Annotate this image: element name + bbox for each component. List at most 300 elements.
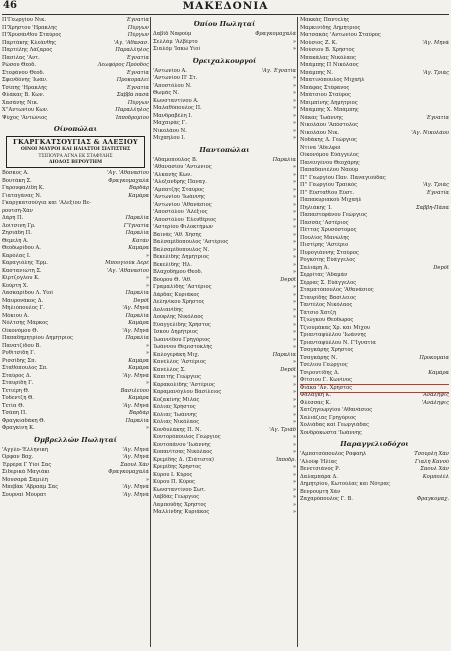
entry-name: Βεκελίδης Δημήτριος [153, 254, 209, 260]
directory-entry [300, 317, 449, 325]
directory-entry [2, 358, 149, 366]
entry-name: Σουρναί Μουρατ [2, 491, 47, 498]
entry-name: Μιχαηλου Ι. [153, 135, 186, 141]
entry-name: Βόσκος Α. [2, 170, 29, 176]
entry-location: » [292, 120, 296, 126]
directory-entry [153, 419, 296, 427]
entry-location: » [292, 254, 296, 260]
entry-location [447, 47, 449, 55]
directory-entry [300, 451, 449, 459]
entry-name: Κρεμίδης Χρήστος [153, 464, 202, 470]
entry-location [447, 122, 449, 130]
entry-name: Γκαργκατσούγια και 'Αλεξίου Βε- [2, 200, 91, 206]
entry-name: Παπαστεφάνου Γεώργιος [300, 212, 367, 218]
directory-entry [153, 164, 296, 172]
directory-entry [300, 481, 449, 489]
entry-location: Σαββή-Πάπα [416, 204, 449, 211]
entry-location: Έγνατία [126, 69, 149, 76]
entry-name: Μούσιος Ζ. Κ. [300, 39, 338, 46]
directory-entry [153, 284, 296, 292]
entry-location: Σαουλ Χάν [420, 466, 449, 472]
directory-entry [153, 113, 296, 121]
entry-location: » [145, 476, 149, 483]
directory-entry [300, 137, 449, 145]
page-number: 46 [3, 0, 17, 11]
directory-entry [153, 224, 296, 232]
directory-entry [2, 350, 149, 358]
directory-entry [2, 425, 149, 433]
directory-entry [2, 85, 149, 93]
directory-entry [300, 227, 449, 235]
entry-location: Βαρδάρ [128, 410, 149, 416]
entry-name: Κοντοπάνου 'Ιωάννης [153, 441, 211, 448]
directory-entry [2, 208, 149, 216]
directory-entry [153, 98, 296, 106]
directory-entry [153, 217, 296, 225]
entry-location: » [292, 239, 296, 245]
entry-location [447, 25, 449, 33]
entry-name: Δολιανίδης [153, 306, 184, 313]
entry-location: 'Αγ. Μηνά [122, 305, 149, 311]
section-heading: Οίνοπώλαι [53, 125, 98, 133]
entry-name: Γραμαλίδης 'Αστέριος [153, 284, 212, 290]
entry-name: Τσέλιου Γεώργιος [300, 362, 348, 368]
entry-name: Πανατζίδου Β. [2, 342, 41, 349]
entry-name: Λασκαρίδου Λ. Υίοί [2, 290, 54, 296]
directory-entry [2, 253, 149, 261]
entry-location: » [292, 171, 296, 178]
entry-location: Πύργων [127, 32, 149, 38]
entry-location: 'Αγ. Μηνά [122, 491, 149, 498]
entry-name: 'Αποστόλου 'Αλέξιος [153, 209, 208, 215]
directory-entry [300, 47, 449, 55]
entry-location: 'Αγ. Μηνά [122, 446, 149, 453]
entry-location [447, 220, 449, 228]
entry-location: » [145, 350, 149, 356]
entry-location: Καμάρα [128, 365, 149, 371]
entry-location: » [292, 509, 296, 515]
directory-entry [153, 247, 296, 255]
entry-location: Depôt [433, 264, 449, 271]
directory-entry [153, 194, 296, 202]
directory-entry [2, 477, 149, 485]
directory-entry [2, 305, 149, 313]
directory-entry [153, 367, 296, 375]
directory-entry [2, 32, 149, 40]
entry-name: Κούρτη Χ. [2, 282, 29, 289]
directory-entry [300, 107, 449, 115]
entry-name: Σταματόπουλος 'Αθανάσιος [300, 287, 374, 293]
entry-name: Πιστίρης 'Αστέριο [300, 242, 349, 248]
entry-location [147, 208, 149, 216]
entry-name: Κόλιας Νικόλαος [153, 419, 200, 425]
entry-name: Μπάτσιου Σταύρος [300, 92, 351, 98]
entry-location: » [292, 344, 296, 350]
directory-entry [300, 280, 449, 288]
entry-name: Καρόλας Ι. [2, 252, 31, 259]
directory-entry [153, 314, 296, 322]
directory-entry [300, 85, 449, 93]
entry-location [447, 227, 449, 235]
directory-entry [2, 40, 149, 48]
directory-entry [153, 464, 296, 472]
entry-location: » [292, 46, 296, 52]
directory-entry [153, 352, 296, 360]
entry-name: Τετιέρη Θ. [2, 387, 30, 394]
section-heading: Παραγγελιοδόχοι [340, 440, 409, 448]
entry-name: Σιδερικά Μαγιάκι [2, 469, 50, 475]
entry-name: Ζαχαρόπουλος Γ. Β. [300, 496, 353, 502]
entry-location: Σαββά πασά [116, 92, 149, 98]
entry-location: » [292, 494, 296, 500]
entry-name: Πυρογιάννης Σταύρος [300, 249, 359, 256]
entry-name: Κοπανίτσας Νικόλαος [153, 449, 213, 455]
section-heading: Παντοπώλαι [199, 145, 250, 154]
entry-name: 'Αντωνίου 'Ιωάννης [153, 194, 206, 200]
directory-entry [153, 389, 296, 397]
directory-entry [300, 212, 449, 220]
entry-name: Βούρου Θ. 'Αθ. [153, 276, 192, 283]
directory-entry [2, 298, 149, 306]
entry-name: 'Αντωνίου Α. [153, 67, 187, 74]
entry-location: 'Αγ. Μηνά [122, 372, 149, 379]
entry-location: Καμάρα [128, 245, 149, 251]
entry-location [447, 287, 449, 295]
entry-name: Καραγιόλης Έρμ. [2, 260, 48, 266]
entry-location: Έγνατία [126, 17, 149, 23]
entry-name: Μπακάλας Νικόλαος [300, 54, 357, 61]
directory-entry [300, 62, 449, 70]
directory-entry [2, 290, 149, 298]
entry-name: Ματσακάς 'Αντωνίου Σταύρος [300, 32, 381, 38]
entry-location [447, 100, 449, 108]
highlighted-entry [300, 385, 449, 393]
column-middle [153, 17, 296, 649]
entry-location [447, 325, 449, 333]
directory-entry [300, 430, 449, 438]
directory-entry [2, 223, 149, 231]
entry-location: Depôt [280, 276, 296, 283]
entry-location [447, 377, 449, 385]
directory-entry [2, 492, 149, 500]
directory-entry [300, 370, 449, 378]
entry-name: Κόλιας 'Ιωάννης [153, 411, 197, 418]
entry-name: 'Αμπατζής Σταύρος [153, 186, 205, 193]
entry-name: Σελλάμ 'Αλβέρτο [153, 38, 198, 45]
entry-name: Χονδρόκωστα 'Ιωάννης [300, 429, 362, 436]
directory-entry [153, 322, 296, 330]
directory-entry [300, 415, 449, 423]
entry-name: Ζησιάδη Π. [2, 230, 32, 236]
entry-location [447, 152, 449, 160]
entry-location: » [292, 90, 296, 96]
entry-location: Φραγκομαχαλά [108, 177, 149, 184]
entry-name: Δαλαμπάρα Δ. [300, 473, 338, 480]
entry-location: » [292, 479, 296, 485]
directory-entry [153, 157, 296, 165]
entry-location [447, 85, 449, 93]
entry-location: Φραγκομαχ. [416, 496, 449, 502]
directory-entry [153, 105, 296, 113]
entry-name: Κοντορόπουλος Γεώργιος [153, 434, 221, 440]
directory-entry [300, 332, 449, 340]
entry-location: Παραλία [125, 290, 149, 296]
entry-name: Βενετσιάνος Ρ. [300, 466, 341, 472]
entry-location: 'Ανάληψις [421, 399, 449, 406]
entry-location [447, 415, 449, 423]
directory-entry [300, 77, 449, 85]
entry-name: Δάρη Π. [2, 215, 24, 221]
directory-entry [300, 40, 449, 48]
directory-entry [2, 70, 149, 78]
entry-name: Τριανταφύλλου 'Ιωάννης [300, 332, 367, 338]
entry-name: Νόλτσης Μάρκος [2, 320, 49, 326]
entry-name: Τσάπη Π. [2, 410, 27, 416]
entry-name: Φιάκα 'Αν. Χρήστος [300, 384, 353, 391]
directory-entry [153, 442, 296, 450]
entry-location: Καμάρα [128, 395, 149, 401]
directory-entry [2, 395, 149, 403]
directory-entry [300, 130, 449, 138]
entry-location [447, 167, 449, 175]
entry-name: Λαβδάς Γεώργιος [153, 494, 200, 500]
directory-entry [153, 382, 296, 390]
entry-location [447, 481, 449, 489]
entry-location [447, 55, 449, 63]
directory-entry [2, 193, 149, 201]
entry-name: Φραγκιαδάκη Θ. [2, 417, 46, 424]
directory-entry [300, 55, 449, 63]
directory-entry [153, 472, 296, 480]
entry-location: » [292, 441, 296, 448]
entry-name: Μακκάς Παντελής [300, 17, 350, 23]
entry-name: Οίκονόμου Εύάγγελος [300, 152, 359, 158]
entry-location: 'Αγ. Νικολάου [411, 129, 449, 136]
entry-location: » [145, 282, 149, 289]
entry-location [447, 62, 449, 70]
directory-entry [153, 179, 296, 187]
entry-name: Σταύρος Δ. [2, 372, 32, 379]
directory-entry [300, 32, 449, 40]
entry-location: » [292, 231, 296, 238]
directory-entry [153, 494, 296, 502]
entry-location: Έγνατία [126, 84, 149, 91]
directory-entry [153, 359, 296, 367]
entry-name: Νάκας 'Ιωάννης [300, 114, 343, 121]
entry-name: Παπακυριακού Μιχαήλ [300, 197, 362, 203]
directory-entry [2, 62, 149, 70]
entry-location: Έγνατία [426, 189, 449, 196]
column-right [300, 17, 449, 649]
header-rule [2, 14, 449, 15]
entry-name: 'Αδαμοπούλος Β. [153, 156, 198, 163]
directory-entry [300, 347, 449, 355]
directory-entry [300, 496, 449, 504]
entry-location: » [292, 434, 296, 440]
entry-name: Σταυρίδης Βασίλειος [300, 294, 356, 301]
entry-name: Μπατινόπουλος Μιχαήλ [300, 77, 365, 83]
entry-location: » [292, 284, 296, 290]
entry-name: Μπεβάκ 'Αβραάμ Σας [2, 484, 59, 490]
entry-name: Βενρουμτή Χάν [300, 488, 341, 495]
entry-name: Πηλιάκης Ί. [300, 204, 332, 211]
entry-name: 'Αλούφ Ήλίας [300, 458, 338, 465]
directory-entry [2, 55, 149, 63]
entry-name: Ρισσίδης Σπ. [2, 357, 37, 364]
directory-entry [153, 509, 296, 517]
entry-name: Χ''Αντωνίου Κων. [2, 107, 49, 113]
directory-entry [2, 283, 149, 291]
entry-name: Φραγκίνη Κ. [2, 425, 35, 431]
entry-name: Ίσκου Δημήτριος [153, 329, 198, 335]
entry-location: Καμάρα [128, 192, 149, 199]
entry-name: Παπαδανιέλου Ναούμ [300, 167, 359, 173]
entry-name: Μουσαρά Σαμιλή [2, 476, 48, 483]
entry-name: Βαλσαμίδοπουλος Ν. [153, 246, 210, 253]
entry-location: Καμάρα [128, 320, 149, 326]
directory-entry [300, 302, 449, 310]
entry-location: Παραλληλος [115, 47, 149, 53]
directory-entry [2, 388, 149, 396]
entry-name: Στεφάνου Θεοδ. [2, 69, 45, 76]
entry-location: » [292, 194, 296, 200]
entry-location: Παραλία [125, 215, 149, 221]
directory-entry [153, 83, 296, 91]
advertisement-box [6, 136, 145, 168]
entry-location: » [292, 75, 296, 81]
entry-location [447, 302, 449, 310]
entry-location: 'Αγ. Μηνά [122, 484, 149, 490]
directory-entry [153, 120, 296, 128]
entry-name: Βλαχοδήμου Θεοδ. [153, 269, 203, 275]
entry-name: Τζιώγκου Θεόδωρος [300, 317, 354, 323]
entry-name: Φλάκας Β. Κων. [2, 92, 45, 98]
entry-name: Μπάμπης Π Νικόλαος [300, 62, 359, 68]
entry-name: Σέρρας Σ. Εύάγγελος [300, 279, 357, 286]
entry-location: Τσουρλή Χάν [414, 451, 449, 457]
ad-tagline: ΤΣΙΠΟΥΡΑ ΑΓΝΑ ΕΚ ΣΤΑΦΥΛΗΣ [38, 153, 113, 159]
entry-name: 'Αμπατσόπουλος Ραφαήλ [300, 451, 367, 457]
entry-location: Βαρδάρ [128, 185, 149, 191]
entry-name: Γιαταγάνας Ν. [2, 192, 42, 199]
entry-name: 'Αγγλο-'Ελληνική [2, 446, 48, 453]
directory-entry [2, 410, 149, 418]
directory-entry [300, 167, 449, 175]
entry-location: » [292, 299, 296, 305]
entry-location [447, 347, 449, 355]
entry-location: 'Αγ. Μηνά [122, 454, 149, 460]
entry-name: Σερρίτας 'Αδαμάν [300, 272, 348, 278]
entry-name: 'Αστερίου Φιλοκτήμων [153, 224, 213, 230]
entry-name: Κανέλλος 'Αστέριος [153, 359, 206, 365]
section-heading: Όπίου Πωληταί [193, 20, 256, 28]
entry-location: 'Αγ. Τριάς [422, 182, 449, 188]
entry-name: Τζιουμάκας Χρ. και Μίχου [300, 324, 370, 331]
entry-location [447, 32, 449, 40]
entry-location: » [292, 314, 296, 320]
entry-name: Καλογεράκη Μιχ. [153, 351, 200, 358]
entry-name: Νοδάκης Δ. Γεώργιος [300, 137, 357, 143]
directory-entry [300, 392, 449, 400]
entry-name: Τάτσιο Χατζή [300, 309, 337, 316]
entry-location [447, 362, 449, 370]
entry-name: Μούσιου Β. Χρήστος [300, 47, 355, 53]
entry-location: » [292, 201, 296, 208]
entry-location: » [292, 269, 296, 275]
entry-location: » [145, 275, 149, 281]
entry-name: Φίτσιου Γ. Κωνίνος [300, 377, 353, 383]
section-heading: Όρειχαλκουργοί [192, 56, 257, 65]
directory-entry [2, 403, 149, 411]
entry-location: Depôt [280, 366, 296, 373]
entry-location: » [292, 306, 296, 313]
entry-name: Π'Χρήστου 'Ηρακλής [2, 24, 58, 31]
directory-entry [153, 449, 296, 457]
directory-entry [300, 152, 449, 160]
entry-name: Βουτάκη Σ. [2, 177, 32, 184]
entry-name: Μπάμπης Ν. [300, 69, 333, 76]
entry-location: » [292, 127, 296, 134]
entry-location: 'Αγ. Έγνατία [261, 67, 296, 74]
entry-name: Τσιρουτίδης Δ. [300, 369, 340, 376]
directory-entry [300, 175, 449, 183]
directory-entry [153, 292, 296, 300]
entry-name: Μαλλίνδης Κυριάκος [153, 509, 210, 515]
directory-entry [2, 92, 149, 100]
entry-name: Καρακολίδης 'Αστέριος [153, 381, 215, 388]
directory-entry [2, 484, 149, 492]
entry-location: Παραλία [125, 335, 149, 341]
entry-name: Τσίπης 'Ηρακλής [2, 84, 48, 91]
entry-location: Πύργων [127, 99, 149, 106]
entry-name: 'Αθανασίου 'Αντώνιος [153, 164, 212, 170]
entry-name: Γαρουφαλίδη Κ. [2, 185, 45, 191]
entry-name: Σιαλόμ 'Ιακώ Υίοί [153, 46, 201, 52]
entry-name: Καπιτής Γεώργιος [153, 374, 202, 380]
directory-entry [153, 374, 296, 382]
entry-name: Κοζακίνης Μίλας [153, 396, 200, 403]
entry-location: Φραγκομαχαλά [108, 469, 149, 475]
entry-name: Μαυρονάκος Δ. [2, 297, 44, 304]
entry-location: Βασιλεύου [120, 387, 149, 394]
entry-location: 'Αγ. 'Αθανασ. [113, 39, 149, 46]
entry-name: Τετία Θ. [2, 402, 25, 409]
directory-entry [300, 355, 449, 363]
entry-location: » [292, 224, 296, 230]
entry-name: Νικολάου Νικ. [300, 129, 340, 136]
directory-entry [153, 232, 296, 240]
directory-entry [2, 462, 149, 470]
entry-location: » [292, 381, 296, 388]
entry-name: Παπαδημητρίου Δημήτριος [2, 335, 73, 341]
entry-name: Παρτέλης Λάζαρος [2, 47, 53, 53]
entry-location [447, 272, 449, 280]
entry-location [447, 17, 449, 25]
entry-name: Θεοδωρίδου Α. [2, 245, 41, 251]
entry-name: Εύαγγελίδης Χρήστος [153, 321, 211, 328]
entry-name: 'Αλκανής Κων. [153, 171, 192, 178]
entry-name: Πασσάς 'Αστέριος [300, 219, 349, 226]
entry-location [147, 200, 149, 208]
directory-entry [153, 75, 296, 83]
entry-location: Μπουγιούκ Δερέ [105, 260, 149, 266]
entry-name: Ίωαννίδου Γρηγόριος [153, 336, 211, 343]
entry-name: 'Αποστόλου Ν. [153, 82, 192, 89]
directory-entry [153, 39, 296, 47]
entry-name: 'Αλεξανδρής Παναγ. [153, 179, 207, 185]
entry-location: » [292, 411, 296, 418]
entry-location: » [292, 186, 296, 193]
